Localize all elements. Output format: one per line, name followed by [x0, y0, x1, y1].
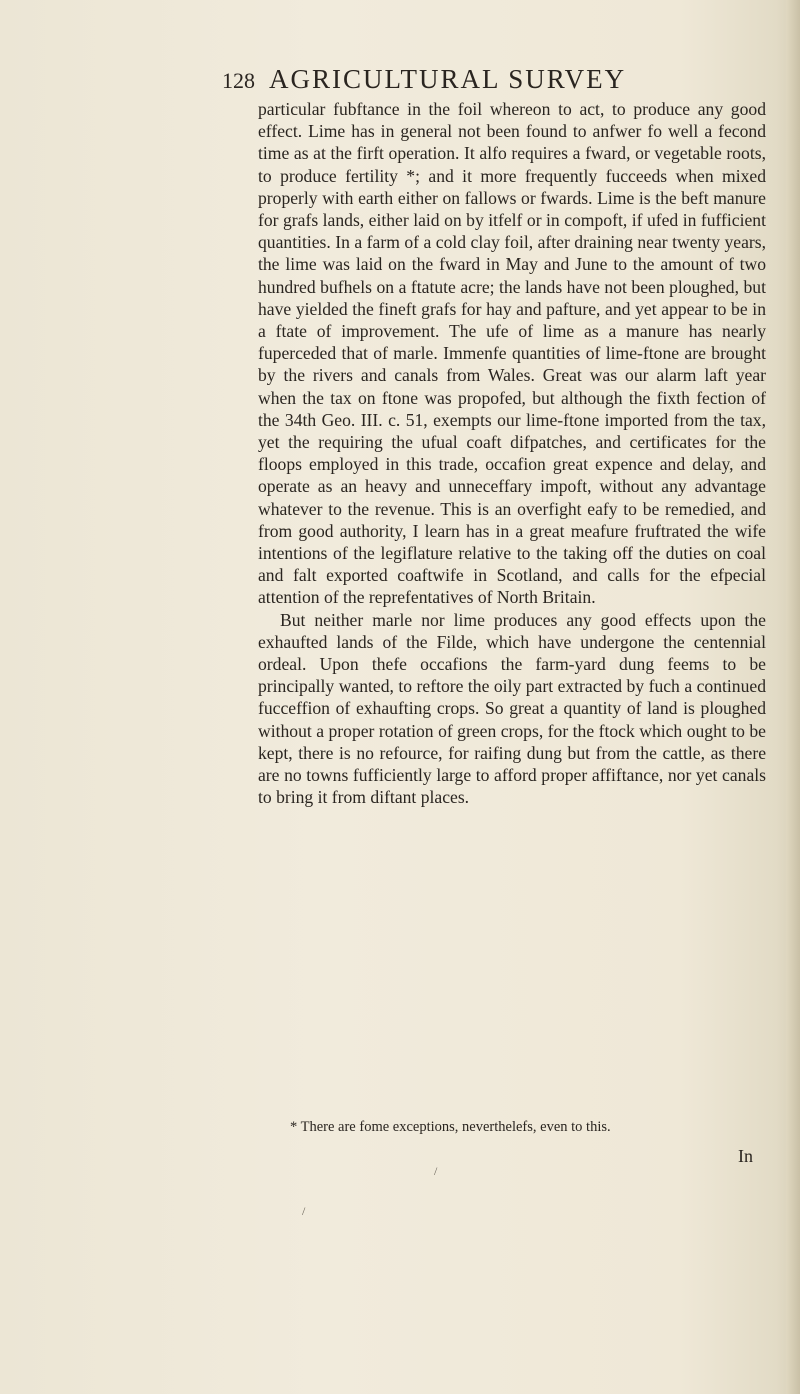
paragraph: particular fubftance in the foil whereon to act, to produce any good effect. Lime has in general not been found to anfwer fo well a fecond time as at the firft operation. It alfo requires a fward, or vegetable roots, to produce fertility *; and it more frequently fucceeds when mixed properly with earth either on fallows or fwards. Lime is the beft manure for grafs lands, either laid on by itfelf or in compoft, if ufed in fufficient quantities. In a farm of a cold clay foil, after draining near twenty years, the lime was laid on the fward in May and June to the amount of two hundred bufhels on a ftatute acre; the lands have not been ploughed, but have yielded the fineft grafs for hay and pafture, and yet appear to be in a ftate of improvement. The ufe of lime as a manure has nearly fuperceded that of marle. Immenfe quantities of lime-ftone are brought by the rivers and canals from Wales. Great was our alarm laft year when the tax on ftone was propofed, but although the fixth fection of the 34th Geo. III. c. 51, exempts our lime-ftone imported from the tax, yet the requiring the ufual coaft difpatches, and certificates for the floops employed in this trade, occafion great expence and delay, and operate as an heavy and unneceffary impoft, without any advantage whatever to the revenue. This is an overfight eafy to be remedied, and from good authority, I learn has in a great meafure fruftrated the wife intentions of the legiflature relative to the taking off the duties on coal and falt exported coaftwife in Scotland, and calls for the efpecial attention of the reprefentatives of North Britain. [258, 99, 766, 608]
running-title: AGRICULTURAL SURVEY [269, 64, 627, 94]
running-header [222, 64, 626, 95]
stray-mark: / [434, 1164, 438, 1178]
paragraph: But neither marle nor lime produces any good effects upon the exhaufted lands of the Filde, which have undergone the centennial ordeal. Upon thefe occafions the farm-yard dung feems to be principally wanted, to reftore the oily part extracted by fuch a continued fucceffion of exhaufting crops. So great a quantity of land is ploughed without a proper rotation of green crops, for the ftock which ought to be kept, there is no refource, for raifing dung but from the cattle, as there are no towns fufficiently large to afford proper affiftance, nor yet canals to bring it from diftant places. [258, 609, 766, 808]
catchword: In [738, 1146, 753, 1166]
footnote: * There are fome exceptions, neverthelefs, even to this. [290, 1119, 611, 1135]
stray-mark: / [302, 1204, 306, 1218]
page-number: 128 [222, 68, 255, 93]
page-edge [786, 0, 800, 1394]
body-text [258, 98, 766, 809]
